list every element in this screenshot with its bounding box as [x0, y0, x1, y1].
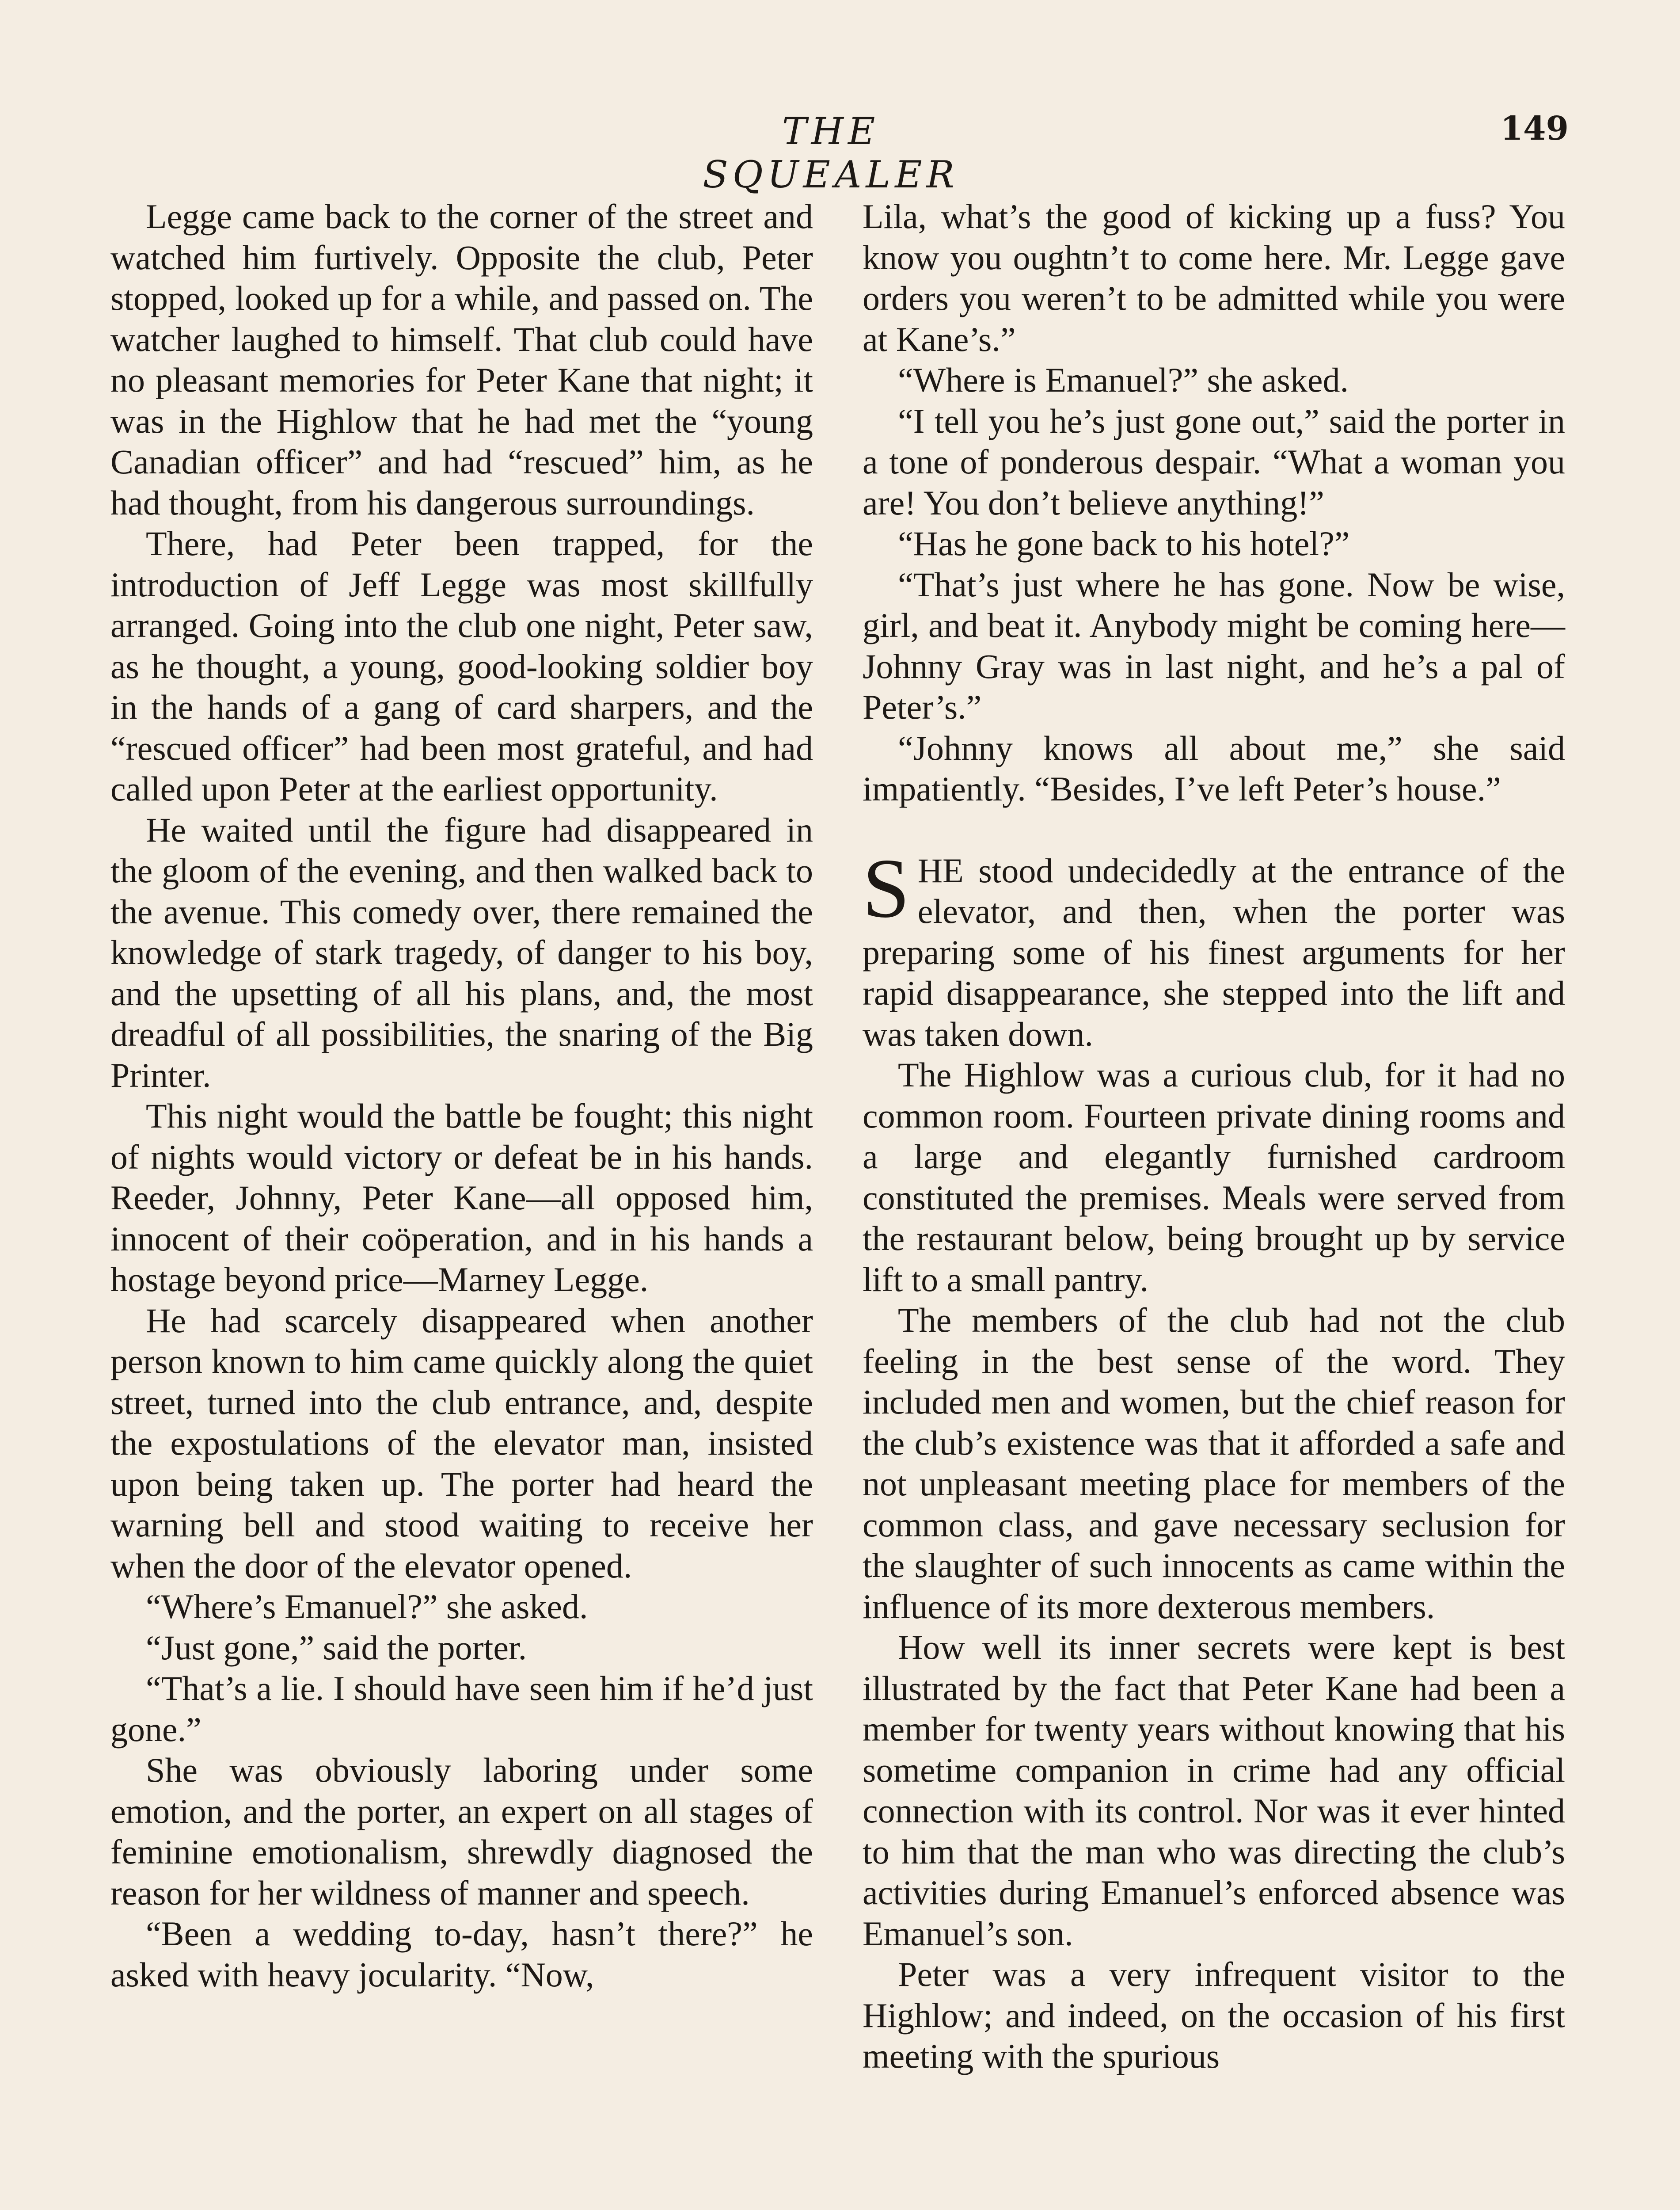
- paragraph: There, had Peter been trapped, for the introduction of Jeff Legge was most skillfully arranged. Going into the club one night, Peter saw, as he thought, a young, good-looking soldier boy in the hands of a gang of card sharpers, and the “rescued officer” had been most grateful, and had called upon Peter at the earliest opportunity.: [110, 524, 813, 808]
- drop-cap: S: [863, 841, 910, 935]
- left-column: [110, 196, 813, 1995]
- paragraph: “Just gone,” said the porter.: [146, 1628, 527, 1667]
- paragraph: “That’s just where he has gone. Now be wise, girl, and beat it. Anybody might be coming here—Johnny Gray was in last night, and he’s a pal of Peter’s.”: [863, 565, 1565, 726]
- paragraph: “Johnny knows all about me,” she said impatiently. “Besides, I’ve left Peter’s house.”: [863, 728, 1565, 808]
- paragraph: How well its inner secrets were kept is best illustrated by the fact that Peter Kane had been a member for twenty years without knowing that his sometime companion in crime had any official connection with its control. Nor was it ever hinted to him that the man who was directing the club’s activities during Emanuel’s enforced absence was Emanuel’s son.: [863, 1628, 1565, 1953]
- paragraph: The Highlow was a curious club, for it had no common room. Fourteen private dining rooms and a large and elegantly furnished cardroom constituted the premises. Meals were served from the restaurant below, being brought up by service lift to a small pantry.: [863, 1055, 1565, 1299]
- running-title: THE SQUEALER: [703, 110, 959, 196]
- paragraph: “Been a wedding to-day, hasn’t there?” he asked with heavy jocularity. “Now,: [110, 1914, 813, 1994]
- paragraph: “I tell you he’s just gone out,” said the porter in a tone of ponderous despair. “What a woman you are! You don’t believe anything!”: [863, 401, 1565, 522]
- paragraph: “That’s a lie. I should have seen him if he’d just gone.”: [110, 1669, 813, 1749]
- section-opening-text: HE stood undecidedly at the entrance of the elevator, and then, when the porter was preparing some of his finest arguments for her rapid disappearance, she stepped into the lift and was taken down.: [863, 851, 1565, 1053]
- paragraph: “Where is Emanuel?” she asked.: [898, 361, 1349, 399]
- paragraph: “Has he gone back to his hotel?”: [898, 524, 1350, 563]
- page-number: 149: [1500, 110, 1569, 148]
- paragraph: The members of the club had not the club feeling in the best sense of the word. They included men and women, but the chief reason for the club’s existence was that it afforded a safe and not unpleasant meeting place for members of the common class, and gave necessary seclusion for the slaughter of such innocents as came within the influence of its more dexterous members.: [863, 1301, 1565, 1626]
- paragraph: Legge came back to the corner of the street and watched him furtively. Opposite the club, Peter stopped, looked up for a while, and passed on. The watcher laughed to himself. That club could have no pleasant memories for Peter Kane that night; it was in the Highlow that he had met the “young Canadian officer” and had “rescued” him, as he had thought, from his dangerous surroundings.: [110, 197, 813, 522]
- section-opening-paragraph: [863, 841, 1565, 1055]
- paragraph: “Where’s Emanuel?” she asked.: [146, 1587, 588, 1626]
- paragraph: He waited until the figure had disappeared in the gloom of the evening, and then walked back to the avenue. This comedy over, there remained the knowledge of stark tragedy, of danger to his boy, and the upsetting of all his plans, and, the most dreadful of all possibilities, the snaring of the Big Printer.: [110, 810, 813, 1094]
- paragraph: This night would the battle be fought; this night of nights would victory or defeat be in his hands. Reeder, Johnny, Peter Kane—all opposed him, innocent of their coöperation, and in his hands a hostage beyond price—Marney Legge.: [110, 1097, 813, 1299]
- running-head: [0, 110, 1680, 196]
- paragraph: Lila, what’s the good of kicking up a fuss? You know you oughtn’t to come here. Mr. Legge gave orders you weren’t to be admitted while you were at Kane’s.”: [863, 197, 1565, 358]
- right-column: [863, 196, 1565, 2077]
- paragraph: She was obviously laboring under some emotion, and the porter, an expert on all stages of feminine emotionalism, shrewdly diagnosed the reason for her wildness of manner and speech.: [110, 1751, 813, 1912]
- paragraph: He had scarcely disappeared when another person known to him came quickly along the quiet street, turned into the club entrance, and, despite the expostulations of the elevator man, insisted upon being taken up. The porter had heard the warning bell and stood waiting to receive her when the door of the elevator opened.: [110, 1301, 813, 1585]
- paragraph: Peter was a very infrequent visitor to the Highlow; and indeed, on the occasion of his first meeting with the spurious: [863, 1955, 1565, 2075]
